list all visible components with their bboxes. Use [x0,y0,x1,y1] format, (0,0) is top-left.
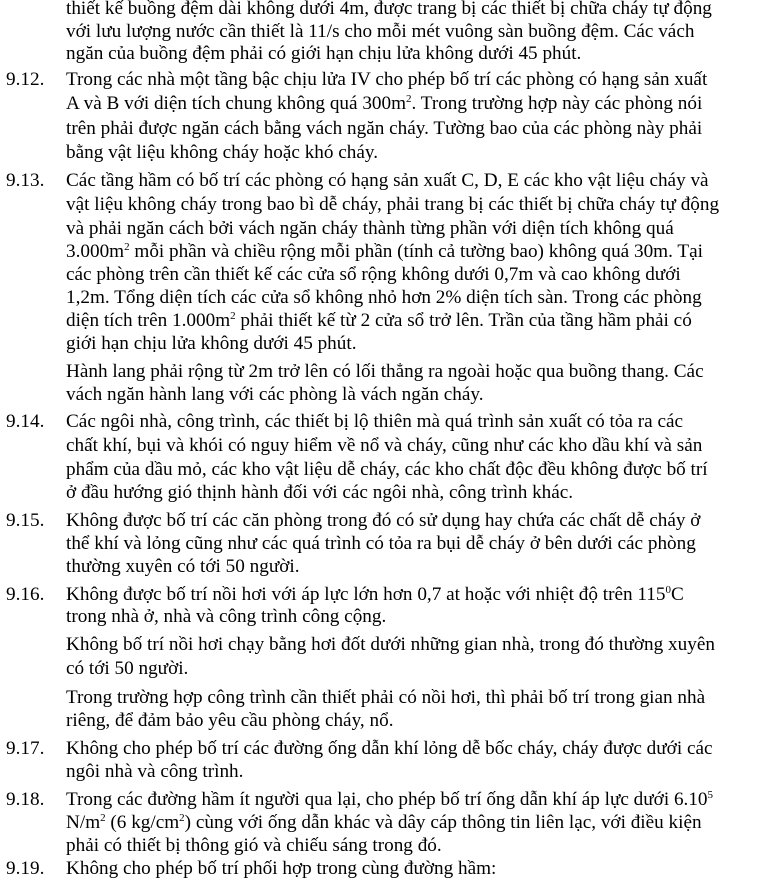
clause-9-12-line-1: Trong các nhà một tầng bậc chịu lửa IV cho phép bố trí các phòng có hạng sản xuất [66,69,708,90]
clause-9-19-line-1: Không cho phép bố trí phối hợp trong cùng đường hầm: [66,858,497,879]
intro-line-3: ngăn của buồng đệm phải có giới hạn chịu lửa không dưới 45 phút. [66,43,582,64]
clause-9-13-line-4: $3.000m^2$ mỗi phần và chiều rộng mỗi phần (tính cả tường bao) không quá 30m. Tại [66,241,703,262]
clause-9-17-line-1: Không cho phép bố trí các đường ống dẫn khí lỏng dễ bốc cháy, cháy được dưới các [66,738,713,759]
clause-9-13-line-5: các phòng trên cần thiết kế các cửa sổ rộng không dưới 0,7m và cao không dưới [66,264,681,285]
clause-9-13-line-6: 1,2m. Tổng diện tích các cửa sổ không nhỏ hơn 2% diện tích sàn. Trong các phòng [66,287,702,308]
clause-9-13-line-2: vật liệu không cháy trong bao bì dễ cháy, phải trang bị các thiết bị chữa cháy tự động [66,194,720,215]
clause-9-16-para2-line-1: Không bố trí nồi hơi chạy bằng hơi đốt dưới những gian nhà, trong đó thường xuyên [66,634,715,655]
clause-number-9-15: 9.15. [6,510,45,531]
clause-9-13-line-7: diện tích trên $1.000m^2$ phải thiết kế từ 2 cửa sổ trở lên. Trần của tầng hầm phải có [66,310,692,331]
intro-line-2: với lưu lượng nước cần thiết là 11/s cho mỗi mét vuông sàn buồng đệm. Các vách [66,21,695,42]
clause-number-9-17: 9.17. [6,738,45,759]
clause-number-9-16: 9.16. [6,584,45,605]
clause-9-18-line-1: Trong các đường hầm ít người qua lại, cho phép bố trí ống dẫn khí áp lực dưới 6.10$^5$ [66,789,714,810]
clause-9-13-line-8: giới hạn chịu lửa không dưới 45 phút. [66,333,357,354]
clause-9-18-line-3: phải có thiết bị thông gió và chiếu sáng trong đó. [66,835,442,856]
clause-9-18-line-2: $N/m^2$ (6 $kg/cm^2$) cùng với ống dẫn khác và dây cáp thông tin liên lạc, với điều kiện [66,812,702,833]
clause-9-12-line-3: trên phải được ngăn cách bằng vách ngăn cháy. Tường bao của các phòng này phải [66,118,703,139]
clause-number-9-18: 9.18. [6,789,45,810]
intro-line-1: thiết kế buồng đệm dài không dưới 4m, được trang bị các thiết bị chữa cháy tự động [66,0,712,19]
clause-9-17-line-2: ngôi nhà và công trình. [66,761,244,782]
clause-9-15-line-1: Không được bố trí các căn phòng trong đó có sử dụng hay chứa các chất dễ cháy ở [66,510,701,531]
clause-9-16-line-2: trong nhà ở, nhà và công trình công cộng. [66,606,387,627]
clause-9-13-para2-line-1: Hành lang phải rộng từ 2m trở lên có lối thẳng ra ngoài hoặc qua buồng thang. Các [66,361,704,382]
clause-9-16-para3-line-2: riêng, để đảm bảo yêu cầu phòng cháy, nổ. [66,710,394,731]
clause-9-14-line-1: Các ngôi nhà, công trình, các thiết bị lộ thiên mà quá trình sản xuất có tỏa ra các [66,411,683,432]
clause-9-16-para3-line-1: Trong trường hợp công trình cần thiết phải có nồi hơi, thì phải bố trí trong gian nhà [66,687,706,708]
clause-9-16-para2-line-2: có tới 50 người. [66,658,189,679]
clause-number-9-13: 9.13. [6,170,45,191]
clause-number-9-12: 9.12. [6,69,45,90]
clause-9-15-line-2: thể khí và lỏng cũng như các quá trình có tỏa ra bụi dễ cháy ở bên dưới các phòng [66,533,696,554]
clause-9-16-line-1: Không được bố trí nồi hơi với áp lực lớn hơn 0,7 at hoặc với nhiệt độ trên $115^0C$ [66,584,684,605]
clause-9-13-line-1: Các tầng hầm có bố trí các phòng có hạng sản xuất C, D, E các kho vật liệu cháy và [66,170,709,191]
clause-9-14-line-3: phẩm của dầu mỏ, các kho vật liệu dễ cháy, các kho chất độc đều không được bố trí [66,459,708,480]
clause-9-13-line-3: và phải ngăn cách bởi vách ngăn cháy thành từng phần với diện tích không quá [66,218,674,239]
clause-number-9-19: 9.19. [6,858,45,879]
clause-9-13-para2-line-2: vách ngăn hành lang với các phòng là vách ngăn cháy. [66,384,484,405]
clause-9-14-line-2: chất khí, bụi và khói có nguy hiểm về nổ và cháy, cũng như các kho dầu khí và sản [66,435,703,456]
clause-9-15-line-3: thường xuyên có tới 50 người. [66,556,300,577]
clause-9-12-line-4: bằng vật liệu không cháy hoặc khó cháy. [66,142,379,163]
clause-number-9-14: 9.14. [6,411,45,432]
clause-9-14-line-4: ở đầu hướng gió thịnh hành đối với các ngôi nhà, công trình khác. [66,482,574,503]
clause-9-12-line-2: A và B với diện tích chung không quá $300m^2$. Trong trường hợp này các phòng nói [66,93,703,114]
